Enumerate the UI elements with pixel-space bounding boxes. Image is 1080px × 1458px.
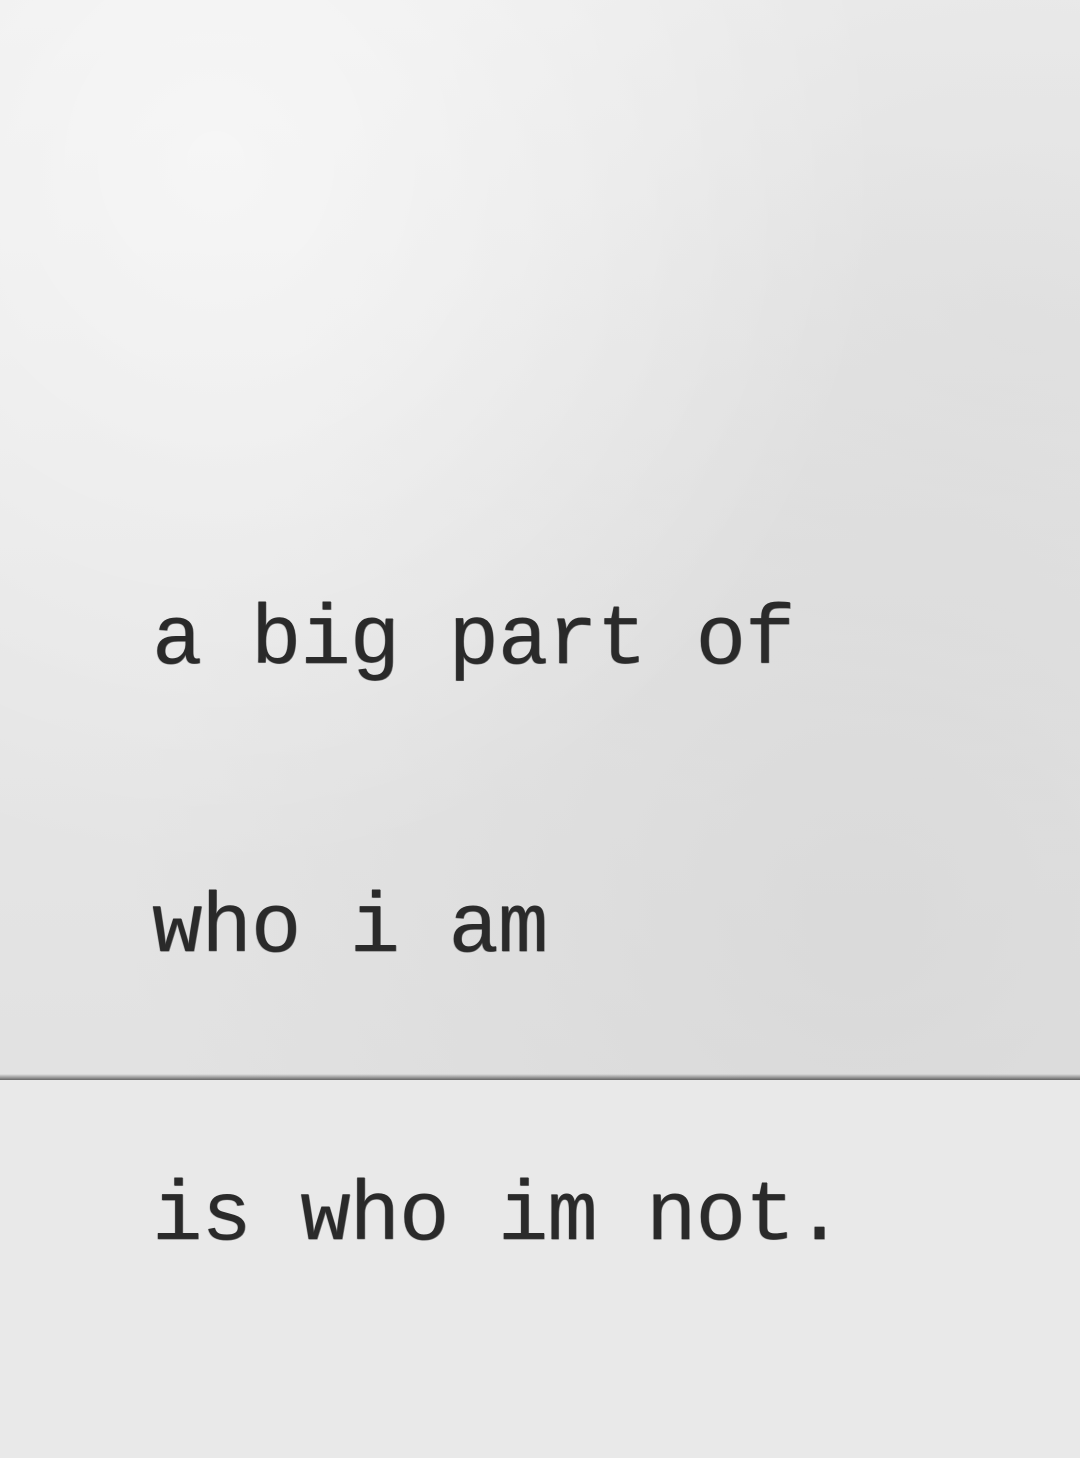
quote-line-3: is who im not. [152, 1170, 844, 1265]
quote-line-1: a big part of [152, 594, 795, 689]
quote-line-2: who i am [152, 882, 548, 977]
typewritten-quote [152, 402, 844, 1458]
